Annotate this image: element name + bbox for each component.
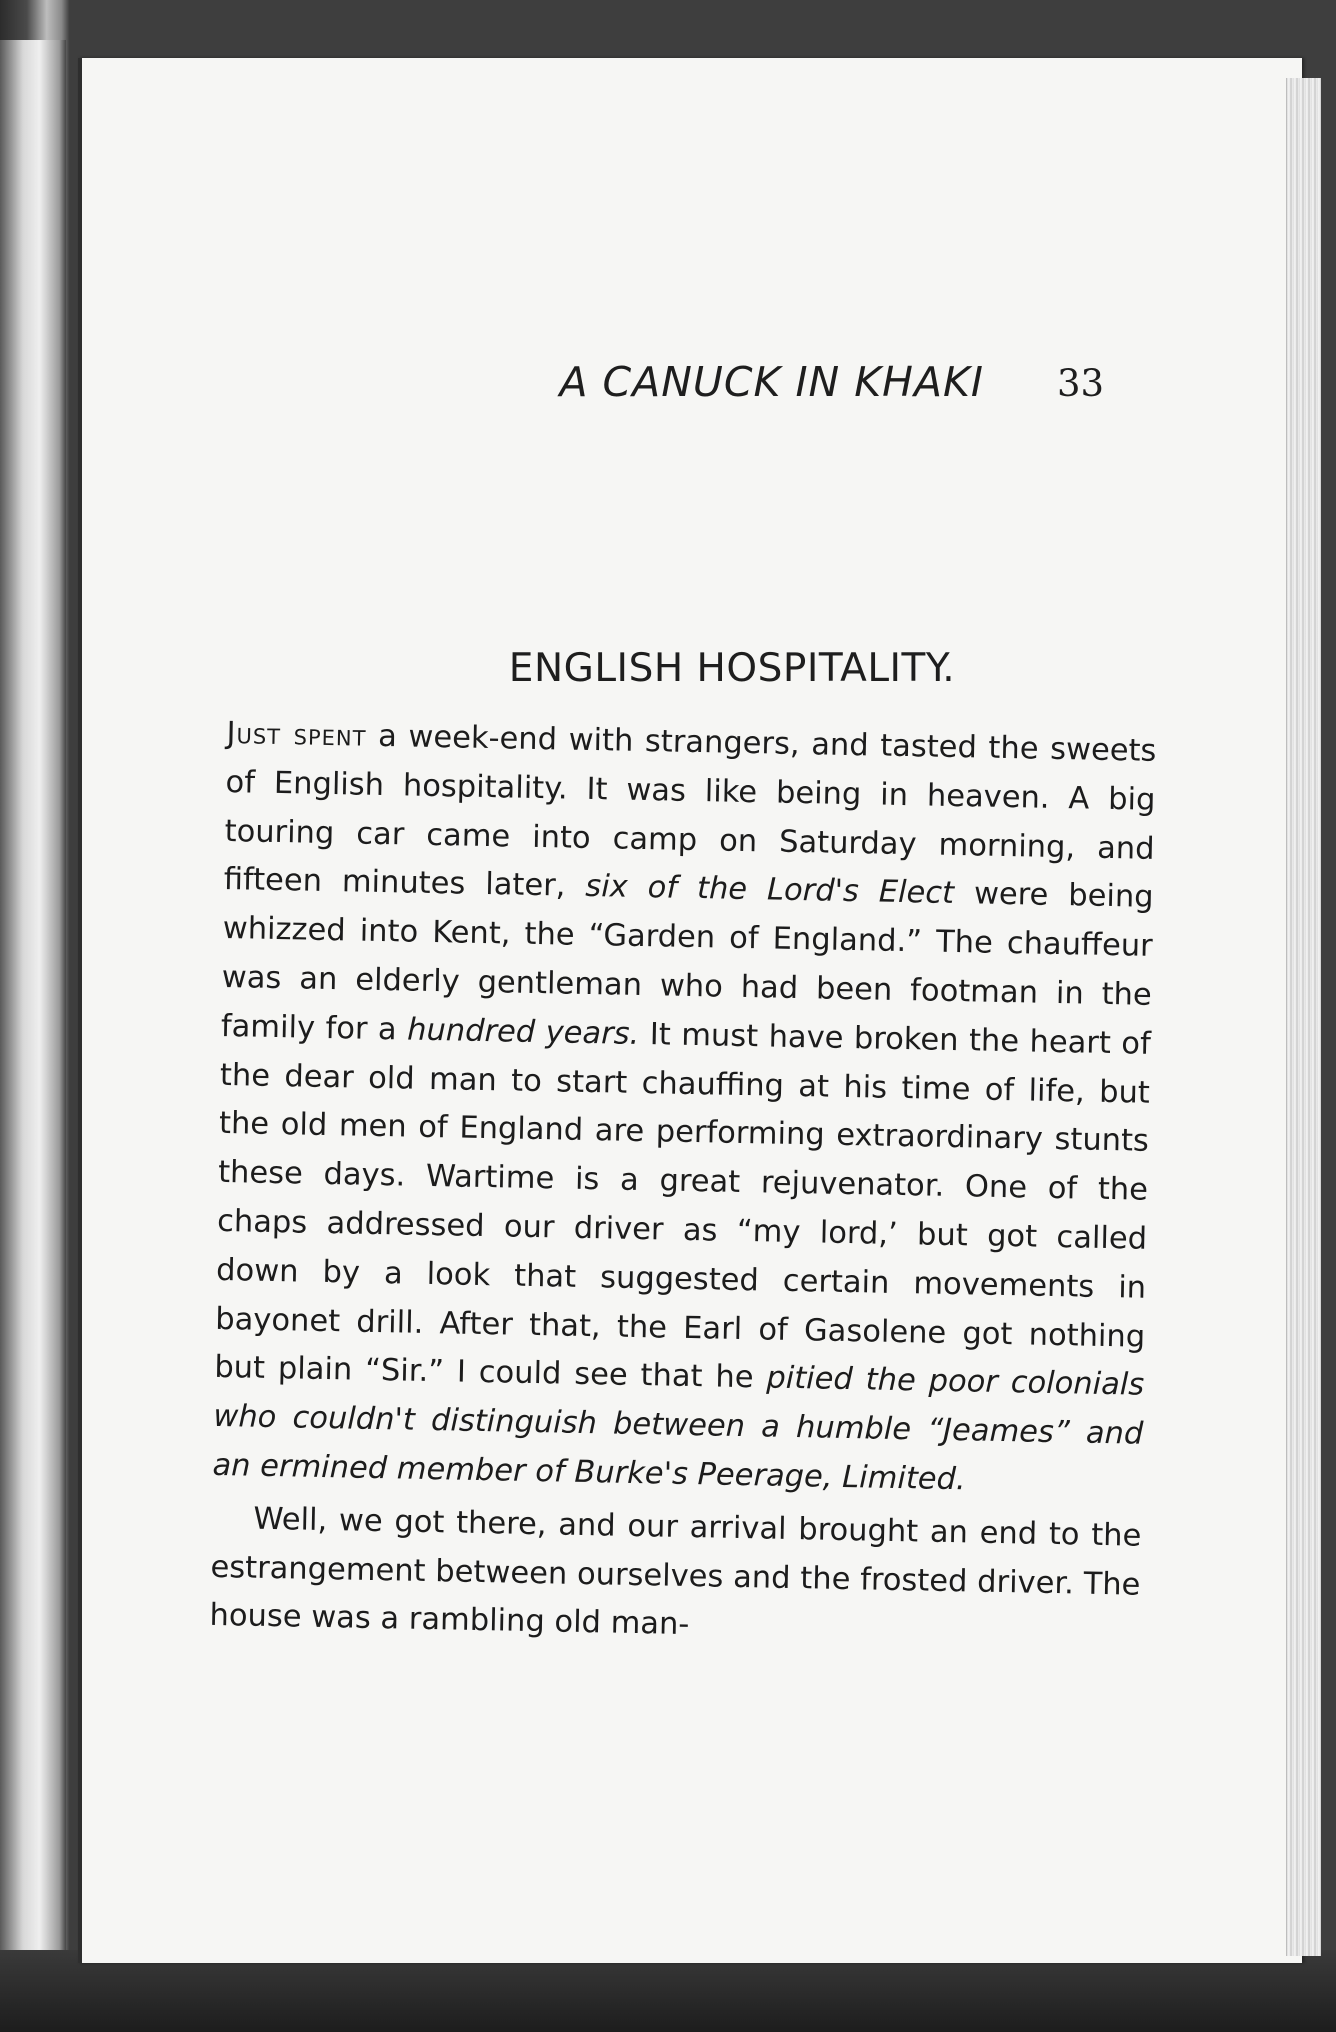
italic-phrase: six of the Lord's Elect bbox=[585, 869, 955, 912]
italic-phrase: hundred years. bbox=[406, 1012, 640, 1052]
body-text bbox=[209, 710, 1157, 1659]
book-page bbox=[78, 58, 1302, 1963]
facing-page-edge bbox=[0, 40, 66, 1975]
paragraph-2: Well, we got there, and our arrival brought an end to the estrangement between ourselves and the frosted driver. The house was a rambling old man- bbox=[209, 1501, 1142, 1643]
paragraph-1 bbox=[212, 710, 1157, 1508]
page-stack-edge bbox=[1286, 78, 1321, 1956]
paragraph-text: were being whizzed into Kent, the “Garden of England.” The chauffeur was an elderly gentleman who had been footman in the family for a bbox=[220, 876, 1154, 1048]
chapter-title: ENGLISH HOSPITALITY. bbox=[508, 646, 956, 691]
italic-phrase: pitied the poor colonials who couldn't distinguish between a humble “Jeames” and an ermined member of Burke's Peerage, Limited. bbox=[212, 1360, 1145, 1498]
paragraph-text: a week-end with strangers, and tasted the sweets of English hospitality. It was like being in heaven. A big touring car came into camp on Saturday morning, and fifteen minutes later, bbox=[223, 718, 1157, 905]
page-number: 33 bbox=[1057, 362, 1105, 405]
paragraph-lead: Just spent bbox=[226, 715, 367, 754]
running-title: A CANUCK IN KHAKI bbox=[559, 358, 984, 406]
paragraph-text: It must have broken the heart of the dear old man to start chauffing at his time of life, but the old men of England are performing extraordinary stunts these days. Wartime is a great rejuvenator. One of the chaps addressed our driver as “my lord,’ but got called down by a look that suggested certain movements in bayonet drill. After that, the Earl of Gasolene got nothing but plain “Sir.” I could see that he bbox=[214, 1016, 1152, 1396]
page-header bbox=[82, 358, 1302, 418]
